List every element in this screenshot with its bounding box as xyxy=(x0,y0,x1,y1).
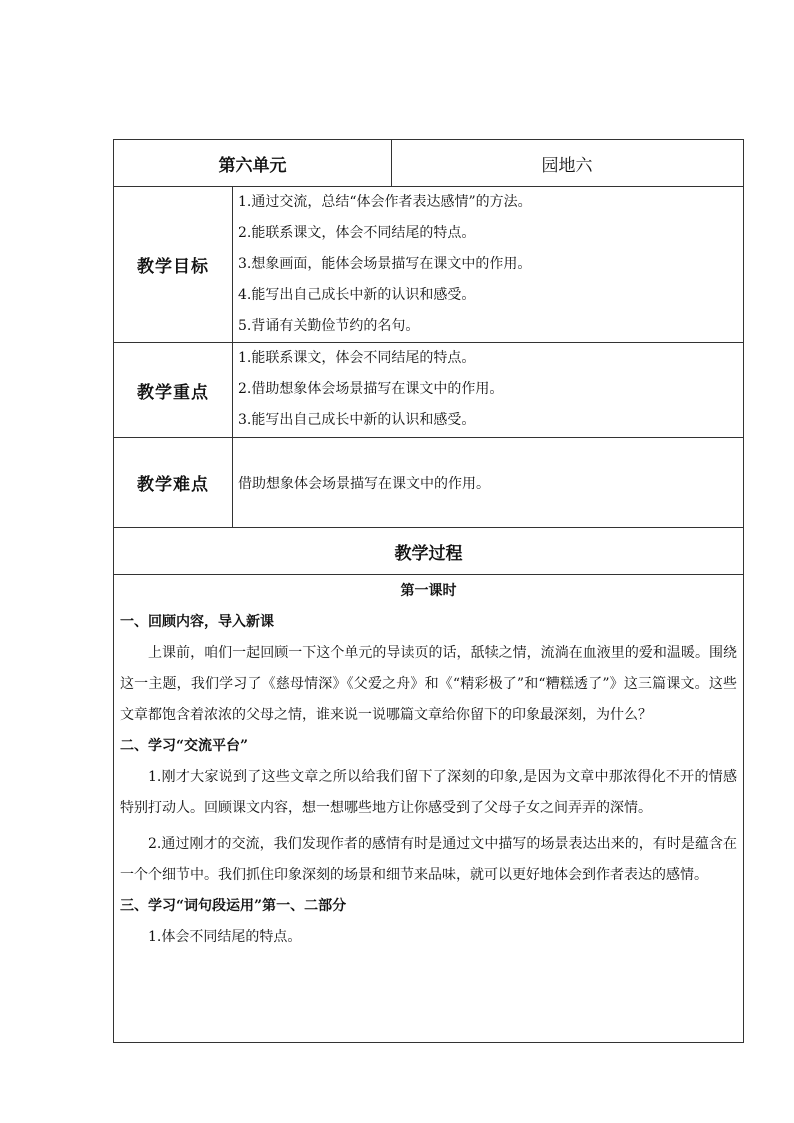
objectives-row xyxy=(114,187,743,343)
process-title-row xyxy=(114,528,743,575)
key-points-row xyxy=(114,343,743,438)
lesson-heading: 第一课时 xyxy=(400,583,457,599)
process-title: 教学过程 xyxy=(394,543,463,564)
section-heading: 一、回顾内容，导入新课 xyxy=(120,614,274,630)
section-heading: 三、学习“词句段运用”第一、二部分 xyxy=(120,898,347,914)
objective-item: 1.通过交流，总结“体会作者表达感情”的方法。 xyxy=(238,194,532,210)
paragraph: 1.刚才大家说到了这些文章之所以给我们留下了深刻的印象,是因为文章中那浓得化不开的情感特别打动人。回顾课文内容，想一想哪些地方让你感受到了父母子女之间弄弄的深情。 xyxy=(120,769,737,816)
objective-item: 4.能写出自己成长中新的认识和感受。 xyxy=(238,287,476,303)
difficulty-text: 借助想象体会场景描写在课文中的作用。 xyxy=(238,475,490,492)
key-point-item: 1.能联系课文，体会不同结尾的特点。 xyxy=(238,350,476,366)
paragraph: 上课前，咱们一起回顾一下这个单元的导读页的话，舐犊之情，流淌在血液里的爱和温暖。围绕这一主题，我们学习了《慈母情深》《父爱之舟》和《“精彩极了”和“糟糕透了”》这三篇课文。这些文章都饱含着浓浓的父母之情，谁来说一说哪篇文章给你留下的印象最深刻，为什么？ xyxy=(120,645,737,723)
objective-item: 5.背诵有关勤俭节约的名句。 xyxy=(238,318,420,334)
unit-title: 第六单元 xyxy=(218,155,287,176)
difficulty-label: 教学难点 xyxy=(137,475,209,495)
key-points-label: 教学重点 xyxy=(137,382,209,403)
objective-item: 2.能联系课文，体会不同结尾的特点。 xyxy=(238,225,476,241)
lesson-title: 园地六 xyxy=(541,155,593,176)
difficulty-row xyxy=(114,438,743,528)
key-point-item: 2.借助想象体会场景描写在课文中的作用。 xyxy=(238,381,504,397)
key-point-item: 3.能写出自己成长中新的认识和感受。 xyxy=(238,412,476,428)
lesson-plan-table xyxy=(113,139,744,1043)
section-heading: 二、学习“交流平台” xyxy=(120,738,249,754)
paragraph: 1.体会不同结尾的特点。 xyxy=(148,929,302,945)
objective-item: 3.想象画面，能体会场景描写在课文中的作用。 xyxy=(238,256,532,272)
paragraph: 2.通过刚才的交流，我们发现作者的感情有时是通过文中描写的场景表达出来的，有时是蕴含在一个个细节中。我们抓住印象深刻的场景和细节来品味，就可以更好地体会到作者表达的感情。 xyxy=(120,836,737,883)
header-row xyxy=(114,140,743,187)
objectives-label: 教学目标 xyxy=(137,257,209,277)
process-content xyxy=(114,575,743,1042)
